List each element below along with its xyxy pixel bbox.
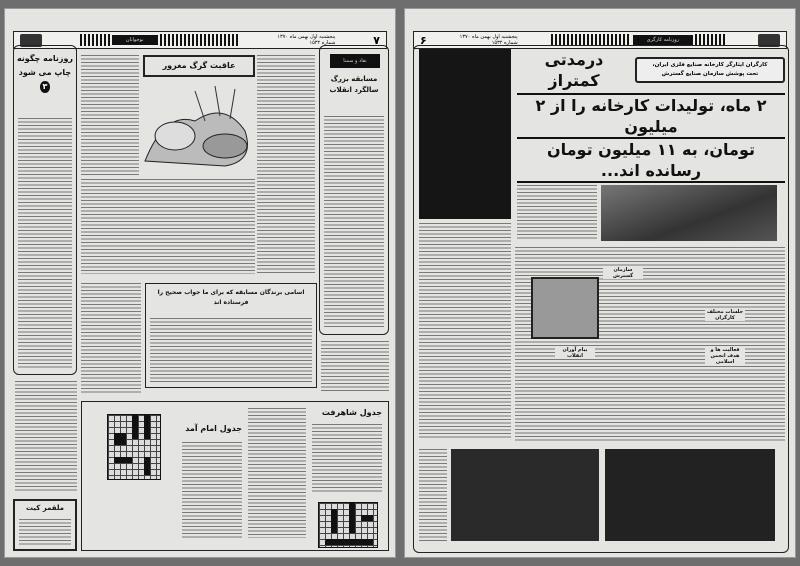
story-text-bottom (81, 179, 255, 274)
winners-article (145, 283, 317, 388)
subhead: پیام آوران انقلاب (555, 347, 595, 359)
dark-photo (419, 49, 511, 219)
subhead: جلسات مختلف کارگران (706, 309, 744, 321)
puzzle-title: جدول امام آمد (185, 424, 242, 433)
barcode-decoration (80, 34, 110, 46)
puzzle-title: جدول شاهرفت (321, 408, 382, 417)
column-text-continued (321, 341, 389, 391)
story-text-right (257, 55, 315, 275)
left-page (4, 8, 396, 558)
issue-number: شماره ۱۵۳۲ (309, 40, 336, 46)
kicker-line: تحت پوشش سازمان صنایع گسترش (661, 71, 759, 77)
wolf-cartoon-illustration (135, 81, 265, 176)
puzzle-clues (182, 442, 242, 540)
barcode-decoration (160, 34, 240, 46)
puzzle-clues (248, 408, 306, 538)
article-title (16, 52, 74, 94)
date: پنجشنبه اول بهمن ماه ۱۳۷۰ (459, 34, 518, 40)
headline-block (517, 49, 785, 183)
column-title: مسابقه بزرگ سالگرد انقلاب (329, 75, 379, 94)
article-text (419, 223, 511, 438)
article-text (419, 449, 447, 541)
crossword-grid-imam[interactable] (107, 414, 161, 480)
small-box-title: ملقمر کیت (25, 504, 65, 512)
column-body-text (324, 116, 384, 328)
small-box-text (19, 519, 71, 545)
factory-photo (601, 185, 777, 241)
date: پنجشنبه اول بهمن ماه ۱۳۷۰ (277, 34, 336, 40)
issue-number: شماره ۱۵۳۲ (491, 40, 518, 46)
bottom-photo (451, 449, 599, 541)
puzzle-clues (312, 424, 382, 494)
winners-title: اسامی برندگان مسابقه که برای ما جواب صحیح را فرستاده اند (157, 289, 305, 306)
bottom-photo (605, 449, 775, 541)
page-number: ۷ (373, 33, 380, 47)
cartoon-title-box (143, 55, 255, 77)
right-page (404, 8, 796, 558)
winners-list-left (81, 283, 141, 393)
column-text (15, 381, 77, 491)
subhead: فعالیت ها و هدف انجمن اسلامی (705, 347, 745, 365)
subhead: سازمان گسترش (603, 267, 643, 279)
winners-list-text (150, 318, 312, 383)
story-text-left (81, 55, 139, 175)
article-body-text (18, 118, 72, 368)
article-text (517, 185, 597, 241)
crossword-grid-shah[interactable] (318, 502, 378, 548)
highlight-quote-box (531, 277, 599, 339)
small-box (13, 499, 77, 551)
cartoon-title: عاقبت گرگ مغرور (162, 61, 236, 70)
article-title-text: روزنامه چگونه چاپ می شود (16, 54, 74, 77)
part-badge: ۳ (40, 81, 51, 93)
section-label: روزنامه کارگری (633, 35, 693, 45)
headline-row (517, 49, 785, 91)
puzzles-section (81, 401, 389, 551)
section-label: نوجوانان (112, 35, 158, 45)
contest-column (319, 45, 389, 335)
kicker-line: کارگران ایثارگر کارخانه صنایع فلزی ایران، (652, 62, 768, 68)
column-label: نقاد و سمنا (330, 54, 380, 68)
headline: تومان، به ۱۱ میلیون تومان رسانده اند... (517, 137, 785, 183)
page-number: ۶ (420, 33, 427, 47)
headline: درمدتی کمتراز (544, 50, 604, 90)
kicker-box (635, 57, 785, 83)
headline: ۲ ماه، تولیدات کارخانه را از ۲ میلیون (517, 93, 785, 137)
printing-article (13, 45, 77, 375)
